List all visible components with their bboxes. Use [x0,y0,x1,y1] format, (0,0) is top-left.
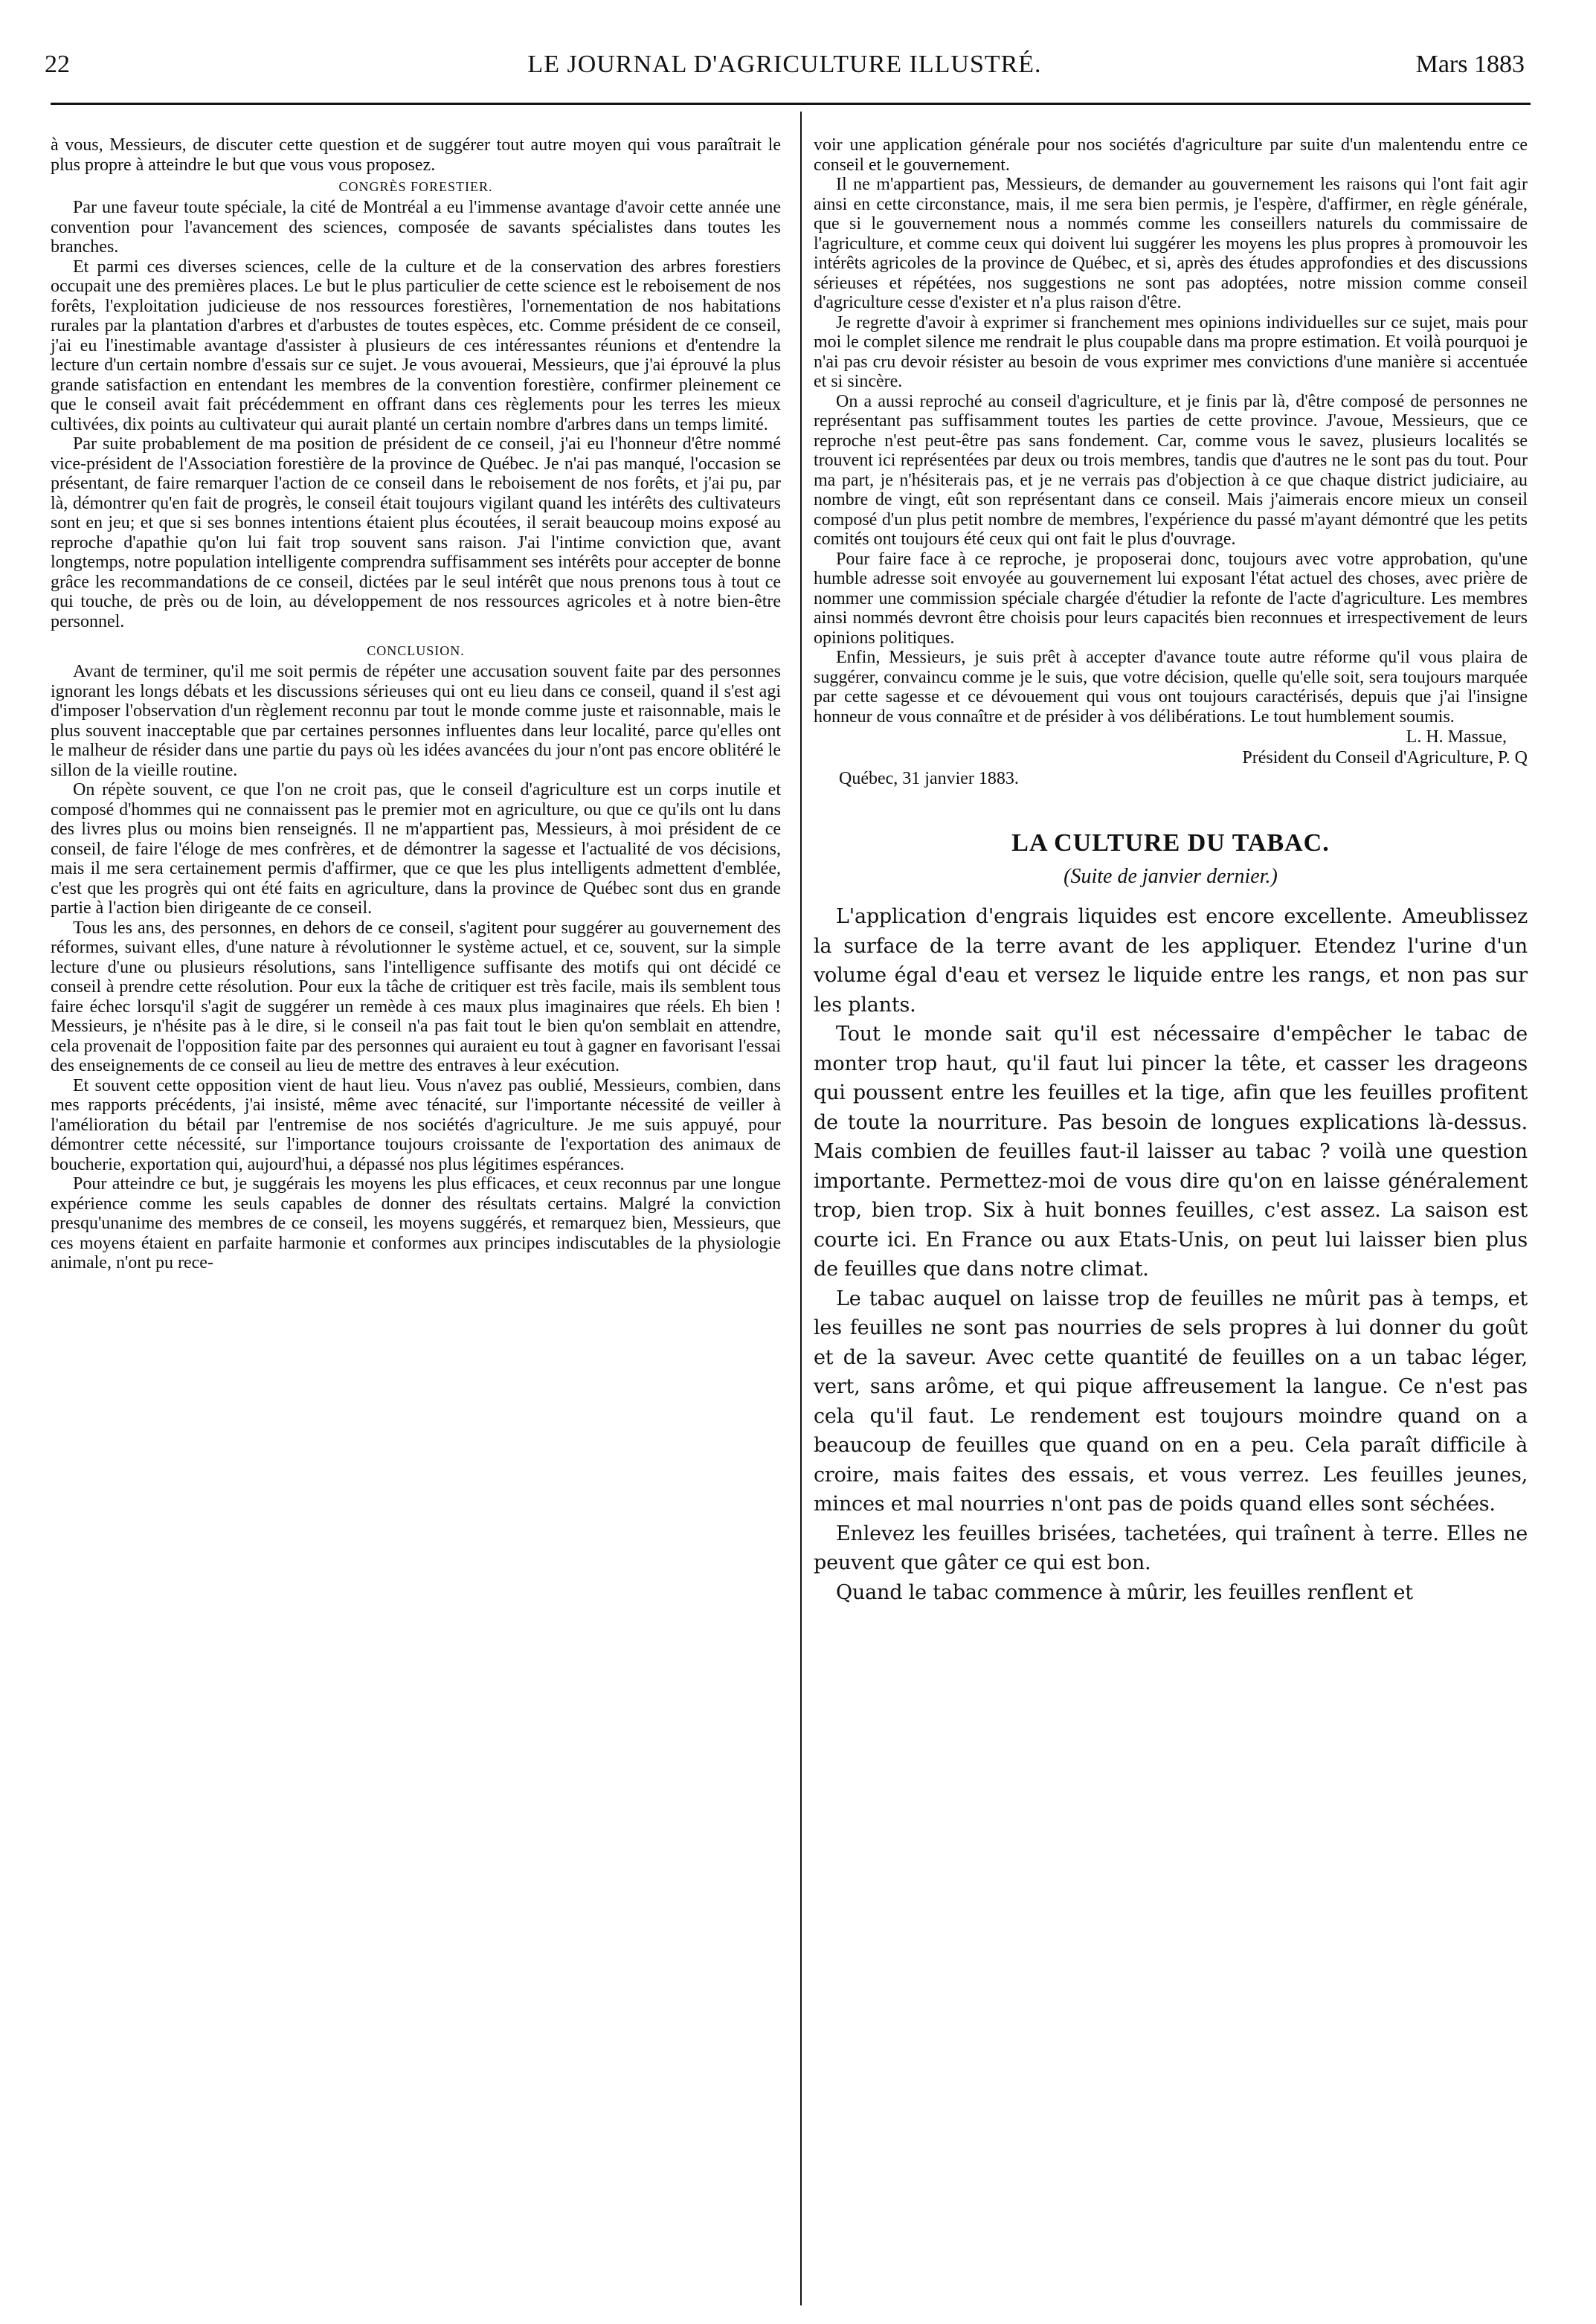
paragraph: Je regrette d'avoir à exprimer si franchement mes opinions individuelles sur ce sujet, mais pour moi le complet silence me rendrait le plus coupable dans ma propre estimation. Et voilà pourquoi je n'ai pas cru devoir résister au besoin de vous exprimer mes convictions d'une manière si accentuée et si sincère. [814,312,1528,391]
journal-title: LE JOURNAL D'AGRICULTURE ILLUSTRÉ. [527,51,1042,78]
signature-title: Président du Conseil d'Agriculture, P. Q [1242,748,1528,767]
section-heading-congres: CONGRÈS FORESTIER. [338,179,493,194]
paragraph: Tout le monde sait qu'il est nécessaire d'empêcher le tabac de monter trop haut, qu'il faut lui pincer la tête, et casser les drageons qui poussent entre les feuilles et la tige, afin que les feuilles profitent de toute la nourriture. Pas besoin de longues explications là-dessus. Mais combien de feuilles faut-il laisser au tabac ? voilà une question importante. Permettez-moi de vous dire qu'on en laisse généralement trop, bien trop. Six à huit bonnes feuilles, c'est assez. La saison est courte ici. En France ou aux Etats-Unis, on peut lui laisser bien plus de feuilles que dans notre climat. [814,1023,1528,1281]
signature-place-date: Québec, 31 janvier 1883. [839,769,1019,788]
article-body [814,902,1528,1607]
paragraph: L'application d'engrais liquides est encore excellente. Ameublissez la surface de la terre avant de les appliquer. Etendez l'urine d'un volume égal d'eau et versez le liquide entre les rangs, et non pas sur les plants. [814,905,1528,1017]
left-column [51,135,781,1273]
paragraph: Enfin, Messieurs, je suis prêt à accepter d'avance toute autre réforme qu'il vous plaira de suggérer, convaincu comme je le suis, que votre décision, quelle qu'elle soit, sera toujours marquée par cette sagesse et ce dévouement qui vous ont toujours caractérisés, depuis que j'ai l'insigne honneur de vous connaître et de présider à vos délibérations. Le tout humblement soumis. [814,648,1528,727]
article-subtitle: (Suite de janvier dernier.) [1064,865,1278,888]
paragraph: Par une faveur toute spéciale, la cité de Montréal a eu l'immense avantage d'avoir cette année une convention pour l'avancement des sciences, composée de savants spécialistes dans toutes les branches. [51,198,781,257]
paragraph: On répète souvent, ce que l'on ne croit pas, que le conseil d'agriculture est un corps inutile et composé d'hommes qui ne connaissent pas le premier mot en agriculture, ou que ce qu'ils ont lu dans des livres plus ou moins bien renseignés. Il ne m'appartient pas, Messieurs, à moi président de ce conseil, de faire l'éloge de mes confrères, et de démontrer la sagesse et l'actualité de vos décisions, mais il me sera certainement permis d'affirmer, que ce que les plus intelligents admettent d'emblée, c'est que les progrès qui ont été faits en agriculture, dans la province de Québec sont dus en grande partie à l'action bien dirigeante de ce conseil. [51,780,781,918]
page-header [45,45,1525,89]
column-divider [800,112,802,2305]
paragraph: Il ne m'appartient pas, Messieurs, de demander au gouvernement les raisons qui l'ont fait agir ainsi en cette circonstance, mais, il me sera bien permis, je l'espère, d'affirmer, en règle générale, que si le gouvernement nous a nommés comme les conseillers naturels du commissaire de l'agriculture, et comme ceux qui doivent lui suggérer les moyens les plus propres à promouvoir les intérêts agricoles de la province de Québec, et si, après des études approfondies et des discussions sérieuses et répétées, nos suggestions ne sont pas adoptées, notre mission comme conseil d'agriculture cesse d'exister et n'a plus raison d'être. [814,175,1528,312]
paragraph: Enlevez les feuilles brisées, tachetées, qui traînent à terre. Elles ne peuvent que gâter ce qui est bon. [814,1522,1528,1574]
paragraph: On a aussi reproché au conseil d'agriculture, et je finis par là, d'être composé de personnes ne représentant pas suffisamment toutes les parties de cette province. J'avoue, Messieurs, que ce reproche n'est peut-être pas sans fondement. Car, comme vous le savez, plusieurs localités se trouvent ici représentées par deux ou trois membres, tandis que d'autres ne le sont pas du tout. Pour ma part, je n'hésiterais pas, et je ne verrais pas d'objection à ce que chaque district judiciaire, au nombre de vingt, eût son représentant dans ce conseil. Mais j'aimerais encore mieux un conseil composé d'un plus petit nombre de membres, l'expérience du passé m'ayant démontré que les petits comités ont toujours été ceux qui ont fait le plus d'ouvrage. [814,391,1528,549]
paragraph: Et parmi ces diverses sciences, celle de la culture et de la conservation des arbres forestiers occupait une des premières places. Le but le plus particulier de cette science est le reboisement de nos forêts, l'exploitation judicieuse de nos ressources forestières, l'ornementation de nos habitations rurales par la plantation d'arbres et d'arbustes de toutes espèces, etc. Comme président de ce conseil, j'ai eu l'inestimable avantage d'assister à plusieurs de ces intéressantes réunions et d'entendre la lecture d'un certain nombre d'essais sur ce sujet. Je vous avouerai, Messieurs, que j'ai éprouvé la plus grande satisfaction en entendant les membres de la convention forestière, confirmer pleinement ce que le conseil avait fait précédemment en offrant dans ces règlements pour les terres les mieux cultivées, dix points au cultivateur qui aurait planté un certain nombre d'arbres dans un temps limité. [51,257,781,434]
paragraph: Avant de terminer, qu'il me soit permis de répéter une accusation souvent faite par des personnes ignorant les longs débats et les discussions sérieuses qui ont eu lieu dans ce conseil, quand il s'est agi d'imposer l'observation d'un règlement reconnu par tout le monde comme juste et raisonnable, mais le plus souvent inacceptable que par certaines personnes influentes dans leur localité, parce qu'elles ont le malheur de résider dans une partie du pays où les idées avancées du jour n'ont pas encore oblitéré le sillon de la vieille routine. [51,662,781,780]
article-title: LA CULTURE DU TABAC. [1011,829,1330,857]
header-rule [51,103,1531,105]
signature-name: L. H. Massue, [1406,727,1507,747]
right-column [814,135,1528,1607]
issue-date: Mars 1883 [1415,51,1525,78]
section-heading-conclusion: CONCLUSION. [367,643,465,658]
paragraph: à vous, Messieurs, de discuter cette question et de suggérer tout autre moyen qui vous paraîtrait le plus propre à atteindre le but que vous vous proposez. [51,135,781,175]
paragraph: Et souvent cette opposition vient de haut lieu. Vous n'avez pas oublié, Messieurs, combien, dans mes rapports précédents, j'ai insisté, même avec ténacité, sur l'importante nécessité de veiller à l'amélioration du bétail par l'entremise de nos sociétés d'agriculture. Je me suis appuyé, pour démontrer cette nécessité, sur l'importance toujours croissante de l'exportation des animaux de boucherie, exportation qui, aujourd'hui, a dépassé nos plus légitimes espérances. [51,1075,781,1174]
paragraph: Quand le tabac commence à mûrir, les feuilles renflent et [836,1580,1413,1604]
paragraph: Le tabac auquel on laisse trop de feuilles ne mûrit pas à temps, et les feuilles ne sont pas nourries de sels propres à lui donner du goût et de la saveur. Avec cette quantité de feuilles on a un tabac léger, vert, sans arôme, et qui pique affreusement la langue. Ce n'est pas cela qu'il faut. Le rendement est toujours moindre quand on a beaucoup de feuilles que quand on en a peu. Cela paraît difficile à croire, mais faites des essais, et vous verrez. Les feuilles jeunes, minces et mal nourries n'ont pas de poids quand elles sont séchées. [814,1287,1528,1516]
paragraph: Pour faire face à ce reproche, je proposerai donc, toujours avec votre approbation, qu'une humble adresse soit envoyée au gouvernement lui exposant l'état actuel des choses, avec prière de nommer une commission spéciale chargée d'étudier la refonte de l'acte d'agriculture. Les membres ainsi nommés devront être choisis pour leurs capacités bien reconnues et irrespectivement de leurs opinions politiques. [814,549,1528,648]
paragraph: voir une application générale pour nos sociétés d'agriculture par suite d'un malentendu entre ce conseil et le gouvernement. [814,135,1528,175]
paragraph: Par suite probablement de ma position de président de ce conseil, j'ai eu l'honneur d'être nommé vice-président de l'Association forestière de la province de Québec. Je n'ai pas manqué, l'occasion se présentant, de faire remarquer l'action de ce conseil dans le reboisement de nos forêts, et j'ai pu, par là, démontrer qu'en fait de progrès, le conseil était toujours vigilant quand les intérêts des cultivateurs sont en jeu; et que si ses bonnes intentions étaient plus écoutées, il serait beaucoup moins exposé au reproche d'apathie qu'on lui fait trop souvent sans raison. J'ai l'intime conviction que, avant longtemps, notre population intelligente comprendra suffisamment ses intérêts pour accepter de bonne grâce les recommandations de ce conseil, dictées par le seul intérêt que nous prenons tous à tout ce qui touche, de près ou de loin, au développement de nos ressources agricoles et à notre bien-être personnel. [51,434,781,631]
page-number: 22 [45,51,70,78]
paragraph: Pour atteindre ce but, je suggérais les moyens les plus efficaces, et ceux reconnus par une longue expérience comme les seuls capables de donner des résultats certains. Malgré la conviction presqu'unanime des membres de ce conseil, les moyens suggérés, et remarquez bien, Messieurs, que ces moyens étaient en parfaite harmonie et conformes aux principes indiscutables de la physiologie animale, n'ont pu rece- [51,1174,781,1272]
paragraph: Tous les ans, des personnes, en dehors de ce conseil, s'agitent pour suggérer au gouvernement des réformes, suivant elles, d'une nature à révolutionner le système actuel, et ce, souvent, sur la simple lecture d'une ou plusieurs résolutions, sans l'intelligence suffisante des motifs qui ont décidé ce conseil à prendre cette résolution. Pour eux la tâche de critiquer est très facile, mais ils semblent tous faire échec lorsqu'il s'agit de suggérer un remède à ces maux plus imaginaires que réels. Eh bien ! Messieurs, je n'hésite pas à le dire, si le conseil n'a pas fait tout le bien qu'on semblait en attendre, cela provenait de l'opposition faite par des personnes qui auraient eu tout à gagner en favorisant l'essai des enseignements de ce conseil au lieu de mettre des entraves à leur exécution. [51,918,781,1075]
